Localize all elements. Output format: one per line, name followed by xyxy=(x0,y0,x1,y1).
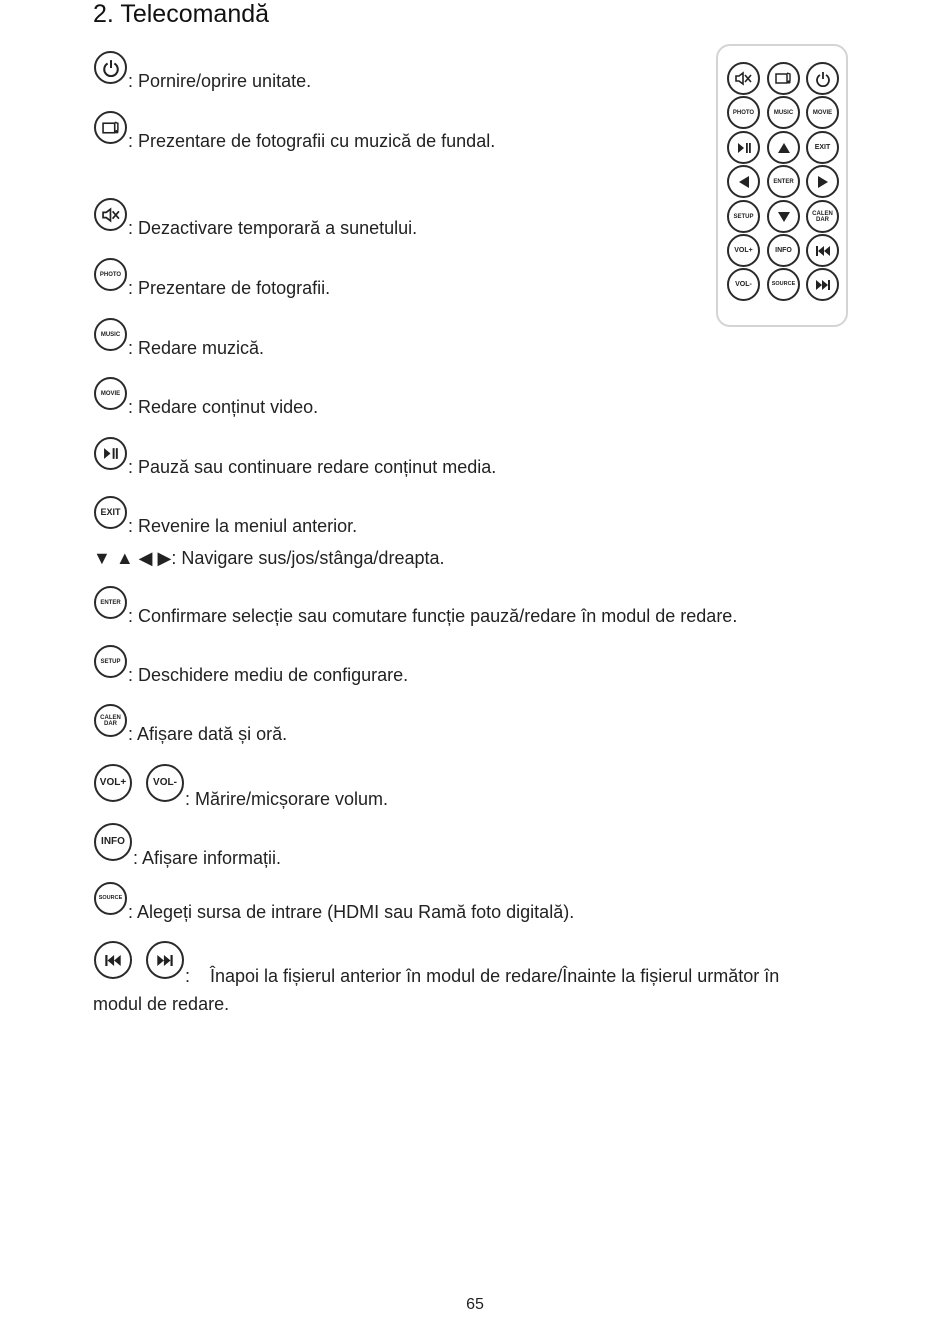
previous-icon xyxy=(94,941,132,979)
volume-down-button-icon: VOL- xyxy=(146,764,184,802)
left-arrow-icon xyxy=(727,165,760,198)
music-button-icon: MUSIC xyxy=(94,318,127,351)
remote-illustration xyxy=(716,44,848,327)
legend-desc: : Deschidere mediu de configurare. xyxy=(128,665,409,685)
next-icon xyxy=(146,941,184,979)
legend-desc-continuation: modul de redare. xyxy=(93,994,230,1014)
legend-item-movie xyxy=(94,377,318,418)
legend-item-setup xyxy=(94,645,408,686)
right-arrow-icon xyxy=(806,165,839,198)
remote-enter-button: ENTER xyxy=(767,165,800,198)
legend-desc: : Înapoi la fișierul anterior în modul de redare/Înainte la fișierul următor în xyxy=(185,966,780,986)
legend-item-volume xyxy=(94,764,388,810)
legend-item-power xyxy=(94,51,311,92)
volume-up-button-icon: VOL+ xyxy=(94,764,132,802)
remote-movie-button: MOVIE xyxy=(806,96,839,129)
remote-calendar-button: CALEN DAR xyxy=(806,200,839,233)
photo-button-icon: PHOTO xyxy=(94,258,127,291)
info-button-icon: INFO xyxy=(94,823,132,861)
down-arrow-icon xyxy=(767,200,800,233)
legend-item-navigation xyxy=(93,548,444,569)
page-number: 65 xyxy=(466,1296,484,1313)
legend-item-prev-next xyxy=(94,941,779,987)
legend-desc: : Pornire/oprire unitate. xyxy=(128,71,312,91)
slideshow-music-icon xyxy=(767,62,800,95)
calendar-button-icon: CALEN DAR xyxy=(94,704,127,737)
mute-icon xyxy=(94,198,127,231)
legend-item-info xyxy=(94,823,281,869)
legend-item-source xyxy=(94,882,574,923)
legend-desc: : Redare conținut video. xyxy=(128,397,319,417)
remote-exit-button: EXIT xyxy=(806,131,839,164)
setup-button-icon: SETUP xyxy=(94,645,127,678)
source-button-icon: SOURCE xyxy=(94,882,127,915)
mute-icon xyxy=(727,62,760,95)
legend-desc: : Confirmare selecție sau comutare funcție pauză/redare în modul de redare. xyxy=(128,606,738,626)
remote-volume-down-button: VOL- xyxy=(727,268,760,301)
legend-desc: : Pauză sau continuare redare conținut media. xyxy=(128,457,497,477)
legend-desc: : Afișare informații. xyxy=(133,848,282,868)
legend-item-photo xyxy=(94,258,330,299)
play-pause-icon xyxy=(94,437,127,470)
navigation-arrows: ▼ ▲ ◀ ▶ xyxy=(93,548,172,568)
remote-music-button: MUSIC xyxy=(767,96,800,129)
legend-item-mute xyxy=(94,198,417,239)
legend-desc: : Afișare dată și oră. xyxy=(128,724,288,744)
legend-item-slideshow-music xyxy=(94,111,495,152)
legend-desc: : Prezentare de fotografii cu muzică de fundal. xyxy=(128,131,496,151)
remote-volume-up-button: VOL+ xyxy=(727,234,760,267)
legend-item-music xyxy=(94,318,264,359)
remote-info-button: INFO xyxy=(767,234,800,267)
legend-desc: : Dezactivare temporară a sunetului. xyxy=(128,218,418,238)
legend-item-exit xyxy=(94,496,357,537)
legend-desc: : Navigare sus/jos/stânga/dreapta. xyxy=(171,548,445,568)
slideshow-music-icon xyxy=(94,111,127,144)
power-icon xyxy=(806,62,839,95)
remote-photo-button: PHOTO xyxy=(727,96,760,129)
legend-desc: : Alegeți sursa de intrare (HDMI sau Ramă foto digitală). xyxy=(128,902,575,922)
legend-item-enter xyxy=(94,586,737,627)
up-arrow-icon xyxy=(767,131,800,164)
movie-button-icon: MOVIE xyxy=(94,377,127,410)
section-heading: 2. Telecomandă xyxy=(93,0,270,28)
next-icon xyxy=(806,268,839,301)
previous-icon xyxy=(806,234,839,267)
legend-desc: : Redare muzică. xyxy=(128,338,265,358)
legend-desc: : Prezentare de fotografii. xyxy=(128,278,331,298)
legend-desc: : Revenire la meniul anterior. xyxy=(128,516,358,536)
enter-button-icon: ENTER xyxy=(94,586,127,619)
remote-source-button: SOURCE xyxy=(767,268,800,301)
legend-item-calendar xyxy=(94,704,287,745)
legend-item-play-pause xyxy=(94,437,496,478)
play-pause-icon xyxy=(727,131,760,164)
legend-desc: : Mărire/micșorare volum. xyxy=(185,789,389,809)
remote-setup-button: SETUP xyxy=(727,200,760,233)
power-icon xyxy=(94,51,127,84)
exit-button-icon: EXIT xyxy=(94,496,127,529)
